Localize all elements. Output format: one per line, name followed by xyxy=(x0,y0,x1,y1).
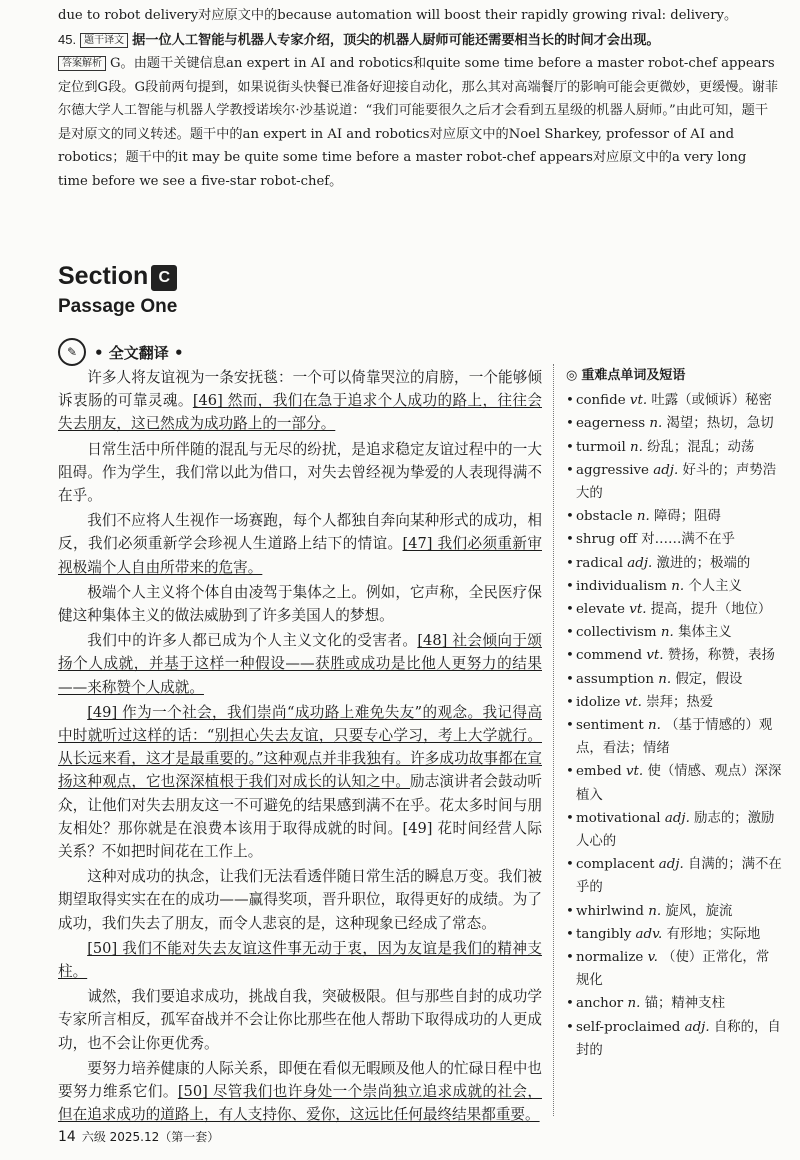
vocab-pos: n. xyxy=(636,509,650,525)
vocab-pos: n. xyxy=(627,996,641,1012)
vocab-item xyxy=(566,691,782,714)
translation-paragraph xyxy=(58,701,542,863)
vocab-meaning: 渴望；热切，急切 xyxy=(666,416,774,432)
vocab-word: embed xyxy=(576,764,622,780)
vocab-pos: adv. xyxy=(635,926,663,942)
analysis-badge: 答案解析 xyxy=(58,56,106,71)
vocab-item xyxy=(566,992,782,1015)
vocab-meaning: 吐露（或倾诉）秘密 xyxy=(651,393,772,409)
section-title xyxy=(58,262,177,291)
paragraph-text: 日常生活中所伴随的混乱与无尽的纷扰，是追求稳定友谊过程中的一大阻碍。作为学生，我们常以此为借口，对失去曾经视为挚爱的人表现得满不在乎。 xyxy=(58,440,542,505)
vocab-item xyxy=(566,923,782,946)
translation-paragraph xyxy=(58,865,542,935)
paragraph-text: 极端个人主义将个体自由凌驾于集体之上。例如，它声称，全民医疗保健这种集体主义的做法威胁到了许多美国人的梦想。 xyxy=(58,583,542,625)
vocab-heading-text: 重难点单词及短语 xyxy=(581,368,686,383)
vocab-word: radical xyxy=(576,555,624,571)
vocab-meaning: 假定，假设 xyxy=(675,671,743,687)
q45-translation: 据一位人工智能与机器人专家介绍，顶尖的机器人厨师可能还需要相当长的时间才会出现。 xyxy=(132,32,660,48)
vocab-meaning: 集体主义 xyxy=(678,625,732,641)
vocab-meaning: 崇拜；热爱 xyxy=(646,694,714,710)
vocab-meaning: 自称的，自封的 xyxy=(576,1019,781,1058)
section-letter-icon: C xyxy=(151,265,177,291)
vocab-meaning: 对……满不在乎 xyxy=(641,532,735,548)
vocab-word: individualism xyxy=(576,578,667,594)
vocab-pos: vt. xyxy=(625,764,644,780)
vocab-item xyxy=(566,598,782,621)
vocab-item xyxy=(566,1016,782,1062)
vocab-word: normalize xyxy=(576,950,644,966)
translation-paragraph xyxy=(58,509,542,579)
vocab-pos: adj. xyxy=(664,810,690,826)
underlined-answer-sentence: [50] 尽管我们也许身处一个崇尚独立追求成就的社会，但在追求成功的道路上，有人支持你、爱你，这远比任何最终结果都重要。 xyxy=(58,1083,542,1124)
vocab-item xyxy=(566,552,782,575)
underlined-answer-sentence: [50] 我们不能对失去友谊这件事无动于衷，因为友谊是我们的精神支柱。 xyxy=(58,939,542,981)
vocab-pos: vt. xyxy=(624,694,642,710)
vocab-list xyxy=(566,389,782,1062)
translation-paragraph xyxy=(58,581,542,627)
vocab-item xyxy=(566,714,782,760)
vocab-pos: adj. xyxy=(684,1019,710,1035)
vocab-meaning: （基于情感的）观点，看法；情绪 xyxy=(576,718,773,757)
paragraph-text: 这种对成功的执念，让我们无法看透伴随日常生活的瞬息万变。我们被期望取得实实在在的成功——赢得奖项，晋升职位，取得更好的成绩。为了成功，我们失去了朋友，而令人悲哀的是，这种现象已经成了常态。 xyxy=(58,868,542,932)
vocab-item xyxy=(566,389,782,412)
translation-badge: 题干译文 xyxy=(80,33,128,48)
vocab-item xyxy=(566,853,782,899)
vocab-icon: ◎ xyxy=(566,368,578,383)
paragraph-text: 诚然，我们要追求成功，挑战自我，突破极限。但与那些自封的成功学专家所言相反，孤军奋战并不会让你比那些在他人帮助下取得成功的人更成功，也不会让你更优秀。 xyxy=(58,988,542,1052)
vocab-pos: n. xyxy=(658,671,672,687)
paragraph-text: 许多人将友谊视为一条安抚毯：一个可以倚靠哭泣的肩膀，一个能够倾诉衷肠的可靠灵魂。 xyxy=(58,369,542,410)
translation-paragraph xyxy=(58,937,542,983)
vocab-item xyxy=(566,807,782,853)
underlined-answer-sentence: [48] 社会倾向于颂扬个人成就，并基于这样一种假设——获胜或成功是比他人更努力的结果——来称赞个人成就。 xyxy=(58,632,542,696)
q45-question xyxy=(58,28,778,53)
vocab-word: commend xyxy=(576,648,643,664)
vocab-pos: n. xyxy=(647,718,661,734)
vocab-item xyxy=(566,644,782,667)
vocab-item xyxy=(566,946,782,992)
vocab-sidebar xyxy=(566,364,782,1062)
vocab-item xyxy=(566,505,782,528)
vocab-item xyxy=(566,621,782,644)
vocab-meaning: 有形地；实际地 xyxy=(666,926,761,942)
q45-number: 45. xyxy=(58,31,77,47)
translation-paragraph xyxy=(58,1057,542,1127)
vocab-word: obstacle xyxy=(576,509,633,525)
vocab-word: aggressive xyxy=(576,462,649,478)
vocab-pos: n. xyxy=(649,416,663,432)
vocab-word: self-proclaimed xyxy=(576,1019,681,1035)
vocab-meaning: 赞扬，称赞，表扬 xyxy=(667,648,775,664)
underlined-answer-sentence: [46] 然而，我们在急于追求个人成功的路上，往往会失去朋友，这已然成为成功路上的一部分。 xyxy=(58,392,542,433)
translation-heading-text: • 全文翻译 • xyxy=(94,343,184,362)
vocab-meaning: 提高，提升（地位） xyxy=(650,602,772,618)
vocab-pos: adj. xyxy=(653,462,679,478)
page-footer xyxy=(58,1128,219,1145)
vocab-item xyxy=(566,668,782,691)
vocab-word: motivational xyxy=(576,810,661,826)
vocab-pos: n. xyxy=(671,578,685,594)
vocab-word: eagerness xyxy=(576,416,646,432)
vocab-pos: adj. xyxy=(658,857,684,873)
vocab-pos: vt. xyxy=(629,393,648,409)
section-label: Section xyxy=(58,262,149,290)
translation-body xyxy=(58,366,542,1129)
vocab-word: confide xyxy=(576,393,626,409)
vocab-word: whirlwind xyxy=(576,903,644,919)
q45-analysis-text: G。由题干关键信息an expert in AI and robotics和quite some time before a master robot-chef appears定位到G段。G段前两句提到，如果说街头快餐已准备好迎接自动化，那么其对高端餐厅的影响可能会更微妙，更缓慢。谢菲尔德大学人工智能与机器人学教授诺埃尔·沙基说道：“我们可能要很久之后才会看到五星级的机器人厨师。”由此可知，题干是对原文的同义转述。题干中的an expert in AI and robotics对应原文中的Noel Sharkey, professor of AI and robotics；题干中的it may be quite some time before a master robot-chef appears对应原文中的a very long time before we see a five-star robot-chef。 xyxy=(58,56,779,189)
translation-heading xyxy=(58,338,184,366)
previous-answer-block xyxy=(58,4,778,193)
vocab-meaning: 自满的；满不在乎的 xyxy=(576,857,782,896)
vocab-heading xyxy=(566,364,782,387)
book-icon: ✎ xyxy=(58,338,86,366)
vocab-pos: n. xyxy=(648,903,662,919)
paragraph-text: 励志演讲者会鼓动听众，让他们对失去朋友这一不可避免的结果感到满不在乎。花太多时间与朋友相处？那你就是在浪费本该用于取得成就的时间。[49] 花时间经营人际关系？不如把时间花在工作上。 xyxy=(58,773,542,861)
paragraph-text: 我们不应将人生视作一场赛跑，每个人都独自奔向某种形式的成功，相反，我们必须重新学会珍视人生道路上结下的情谊。 xyxy=(58,512,542,553)
page-number: 14 xyxy=(58,1129,76,1145)
vocab-word: sentiment xyxy=(576,718,644,734)
translation-paragraph xyxy=(58,366,542,436)
paragraph-text: 我们中的许多人都已成为个人主义文化的受害者。 xyxy=(87,632,418,650)
vocab-word: assumption xyxy=(576,671,654,687)
q44-tail: due to robot delivery对应原文中的because automation will boost their rapidly growing rival: delivery。 xyxy=(58,8,738,23)
vocab-pos: n. xyxy=(660,625,674,641)
vocab-meaning: 使（情感、观点）深深植入 xyxy=(576,764,782,803)
underlined-answer-sentence: [49] 作为一个社会，我们崇尚“成功路上难免失友”的观念。我记得高中时就听过这样的话：“别担心失去友谊，只要专心学习，考上大学就行。从长远来看，这才是最重要的。”这种观点并非我独有。许多成功故事都在宣扬这种观点，它也深深植根于我们对成长的认知之中。 xyxy=(58,703,542,791)
vocab-meaning: 锚；精神支柱 xyxy=(644,996,725,1012)
vocab-item xyxy=(566,459,782,505)
vocab-pos: n. xyxy=(630,439,643,455)
vocab-item xyxy=(566,528,782,551)
vocab-word: idolize xyxy=(576,694,621,710)
issue-label: 六级 2025.12（第一套） xyxy=(81,1130,220,1144)
vocab-meaning: 好斗的；声势浩大的 xyxy=(576,462,777,502)
translation-paragraph xyxy=(58,985,542,1055)
vocab-meaning: 个人主义 xyxy=(688,578,742,594)
vocab-item xyxy=(566,575,782,598)
vocab-pos: vt. xyxy=(646,648,664,664)
vocab-word: tangibly xyxy=(576,926,632,942)
vocab-word: complacent xyxy=(576,857,655,873)
translation-paragraph xyxy=(58,438,542,508)
underlined-answer-sentence: [47] 我们必须重新审视极端个人自由所带来的危害。 xyxy=(58,535,542,576)
vocab-word: collectivism xyxy=(576,625,657,641)
translation-paragraph xyxy=(58,629,542,699)
vocab-word: shrug off xyxy=(576,532,637,548)
paragraph-text: 要努力培养健康的人际关系，即便在看似无暇顾及他人的忙碌日程中也要努力维系它们。 xyxy=(58,1059,542,1101)
vocab-meaning: 旋风，旋流 xyxy=(665,903,733,919)
passage-title: Passage One xyxy=(58,296,178,317)
vocab-item xyxy=(566,412,782,435)
vocab-item xyxy=(566,760,782,806)
vocab-word: turmoil xyxy=(576,439,626,455)
vocab-item xyxy=(566,900,782,923)
vocab-word: anchor xyxy=(576,996,624,1012)
vocab-meaning: （使）正常化，常规化 xyxy=(576,950,770,989)
column-divider xyxy=(553,364,554,1116)
vocab-pos: v. xyxy=(647,950,658,966)
q45-analysis xyxy=(58,52,778,193)
vocab-meaning: 障碍；阻碍 xyxy=(654,509,721,525)
vocab-word: elevate xyxy=(576,602,625,618)
vocab-meaning: 激进的；极端的 xyxy=(656,555,751,571)
vocab-meaning: 励志的；激励人心的 xyxy=(576,810,775,850)
vocab-item xyxy=(566,436,782,459)
vocab-meaning: 纷乱；混乱；动荡 xyxy=(647,439,755,455)
vocab-pos: adj. xyxy=(627,555,653,571)
vocab-pos: vt. xyxy=(629,602,647,618)
